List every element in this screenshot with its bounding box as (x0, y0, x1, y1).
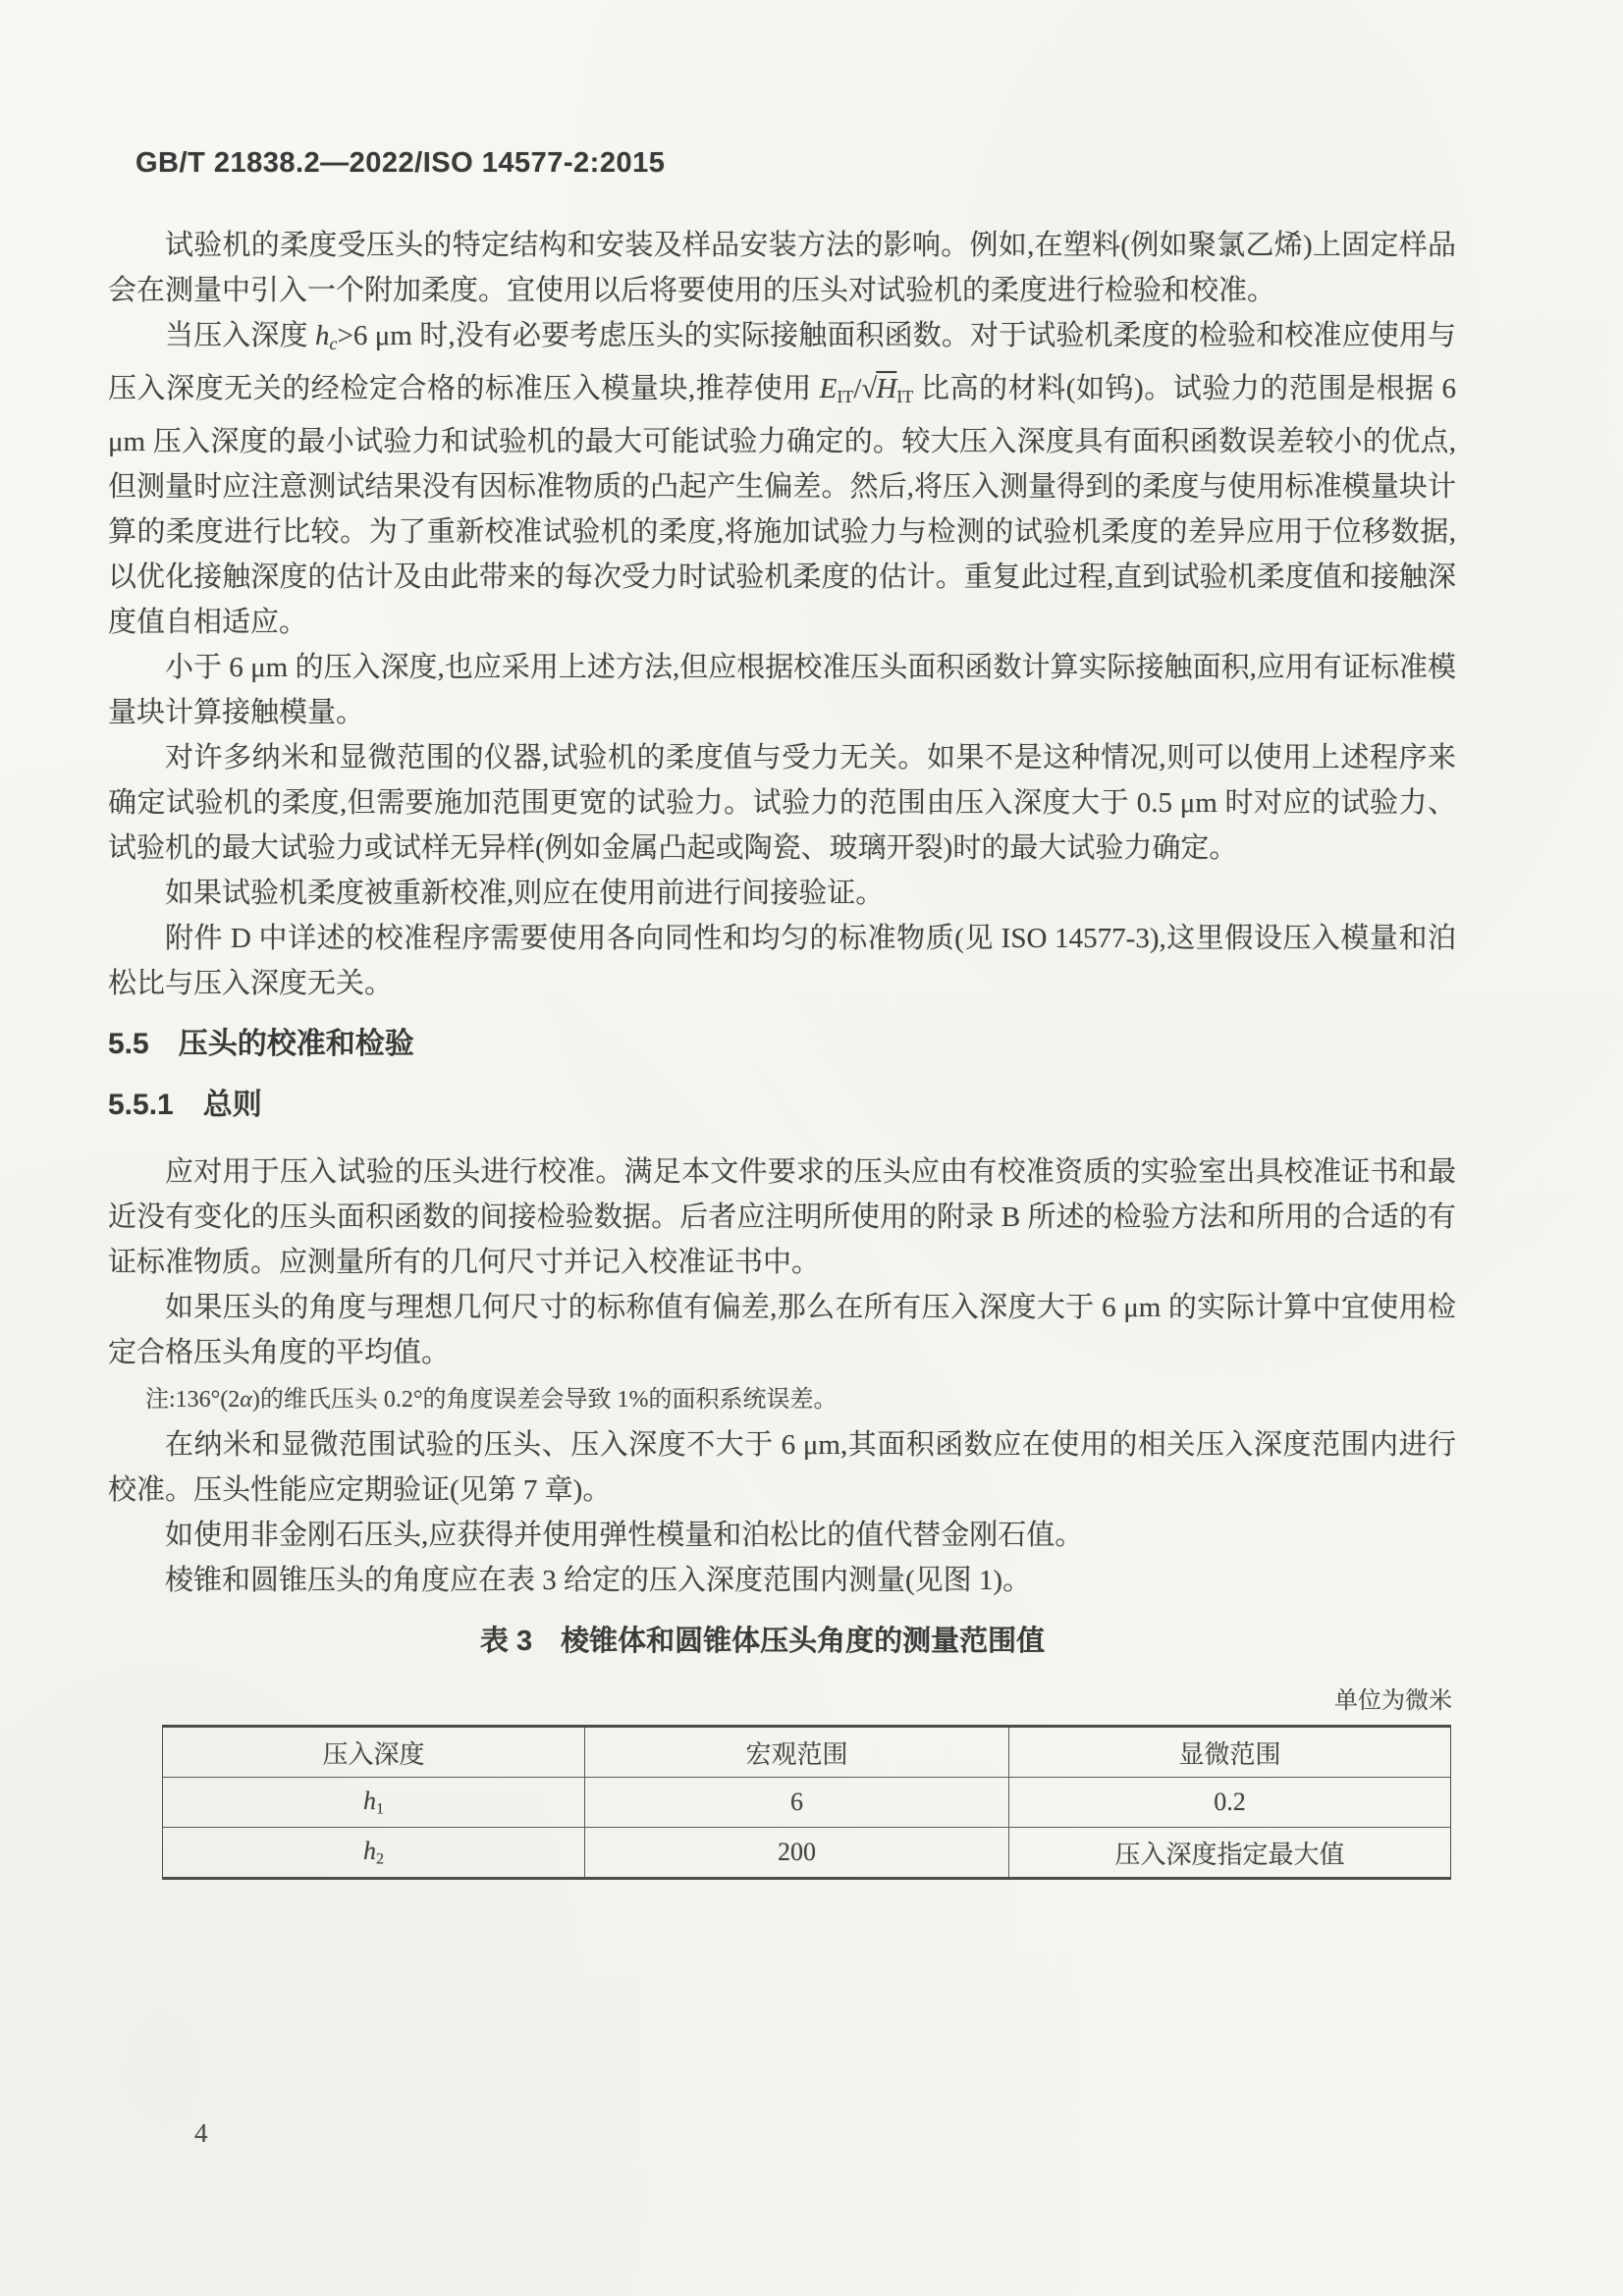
text-segment: 对许多纳米和显微范围的仪器,试验机的柔度值与受力无关。如果不是这种情况,则可以使用上述程序来确定试验机的柔度,但需要施加范围更宽的试验力。试验力的范围由压入深度大于 0.5 μm 时对应的试验力、试验机的最大试验力或试样无异样(例如金属凸起或陶瓷、玻璃开裂)时的最大试验力确定。 (108, 742, 1456, 865)
text-segment: h (362, 1786, 376, 1815)
paragraph-recalibration-verification (108, 871, 1456, 916)
text-segment: 棱锥和圆锥压头的角度应在表 3 给定的压入深度范围内测量(见图 1)。 (165, 1565, 1032, 1597)
cell-h1-macro: 6 (585, 1778, 1009, 1828)
text-segment: 附件 D 中详述的校准程序需要使用各向同性和均匀的标准物质(见 ISO 14577-3),这里假设压入模量和泊松比与压入深度无关。 (108, 923, 1456, 1000)
table-3-caption: 表 3 棱锥体和圆锥体压头角度的测量范围值 (479, 1626, 1046, 1658)
table-row-h1 (163, 1778, 1451, 1828)
text-segment: 如使用非金刚石压头,应获得并使用弹性模量和泊松比的值代替金刚石值。 (165, 1520, 1084, 1552)
cell-h1-micro: 0.2 (1009, 1778, 1451, 1828)
paragraph-depth-less-6um (108, 645, 1456, 735)
text-segment: 当压入深度 (165, 320, 316, 351)
table-header-micro-range: 显微范围 (1009, 1727, 1451, 1778)
paragraph-nano-micro-instruments (108, 735, 1456, 871)
text-segment: 如果试验机柔度被重新校准,则应在使用前进行间接验证。 (165, 878, 885, 910)
standard-number-header: GB/T 21838.2—2022/ISO 14577-2:2015 (135, 147, 666, 179)
text-segment: IT (896, 387, 914, 407)
section-heading-5-5: 5.5 压头的校准和检验 (108, 1028, 414, 1061)
text-segment: )的维氏压头 0.2°的角度误差会导致 1%的面积系统误差。 (251, 1387, 838, 1414)
text-segment: 2 (375, 1850, 385, 1868)
text-segment: H (876, 373, 897, 405)
text-segment: √ (861, 373, 877, 405)
cell-h2-label (163, 1828, 585, 1879)
text-segment: 应对用于压入试验的压头进行校准。满足本文件要求的压头应由有校准资质的实验室出具校准证书和最近没有变化的压头面积函数的间接检验数据。后者应注明所使用的附录 B 所述的检验方法和所用的合适的有证标准物质。应测量所有的几何尺寸并记入校准证书中。 (108, 1156, 1456, 1279)
cell-h2-micro: 压入深度指定最大值 (1009, 1828, 1451, 1879)
text-segment: h (315, 320, 330, 351)
text-segment: E (819, 373, 838, 405)
text-segment: 小于 6 μm 的压入深度,也应采用上述方法,但应根据校准压头面积函数计算实际接触面积,应用有证标准模量块计算接触模量。 (108, 652, 1456, 729)
section-heading-5-5-1: 5.5.1 总则 (108, 1089, 262, 1122)
text-segment: IT (837, 387, 854, 407)
table-row-h2 (163, 1828, 1451, 1879)
paragraph-non-diamond-indenter (108, 1513, 1456, 1558)
text-segment: h (362, 1836, 376, 1865)
text-segment: c (329, 334, 338, 354)
text-segment: α (240, 1387, 252, 1414)
text-segment: 注:136°(2 (145, 1387, 241, 1414)
cell-h1-label (163, 1778, 585, 1828)
paragraph-pyramid-cone-angle (108, 1558, 1456, 1603)
note-vickers-angle-error (108, 1377, 1456, 1422)
paragraph-machine-compliance (108, 223, 1456, 313)
text-segment: 在纳米和显微范围试验的压头、压入深度不大于 6 μm,其面积函数应在使用的相关压入深度范围内进行校准。压头性能应定期验证(见第 7 章)。 (108, 1429, 1456, 1507)
table-3 (162, 1725, 1451, 1880)
text-segment: 如果压头的角度与理想几何尺寸的标称值有偏差,那么在所有压入深度大于 6 μm 的实际计算中宜使用检定合格压头角度的平均值。 (108, 1292, 1456, 1369)
paragraph-indenter-calibration (108, 1149, 1456, 1285)
table-3-unit-note: 单位为微米 (1334, 1688, 1452, 1715)
paragraph-angle-deviation (108, 1285, 1456, 1375)
text-segment: 比高的材料(如钨)。试验力的范围是根据 6 μm 压入深度的最小试验力和试验机的最大可能试验力确定的。较大压入深度具有面积函数误差较小的优点,但测量时应注意测试结果没有因标准物质的凸起产生偏差。然后,将压入测量得到的柔度与使用标准模量块计算的柔度进行比较。为了重新校准试验机的柔度,将施加试验力与检测的试验机柔度的差异应用于位移数据,以优化接触深度的估计及由此带来的每次受力时试验机柔度的估计。重复此过程,直到试验机柔度值和接触深度值自相适应。 (108, 373, 1456, 639)
table-header-macro-range: 宏观范围 (585, 1727, 1009, 1778)
table-header-row (163, 1727, 1451, 1778)
text-segment: / (853, 373, 862, 405)
text-segment: 试验机的柔度受压头的特定结构和安装及样品安装方法的影响。例如,在塑料(例如聚氯乙烯)上固定样品会在测量中引入一个附加柔度。宜使用以后将要使用的压头对试验机的柔度进行检验和校准。 (108, 230, 1456, 306)
table-header-indentation-depth: 压入深度 (163, 1727, 585, 1778)
text-segment: >6 μm 时,没有必要考虑压头的实际接触面积函数。对于试验机柔度的检验和校准应使用与压入深度无关的经检定合格的标准压入模量块,推荐使用 (108, 320, 1456, 405)
text-segment: 1 (375, 1800, 385, 1818)
paragraph-depth-greater-6um (108, 313, 1456, 645)
page-number: 4 (194, 2118, 208, 2148)
paragraph-annex-d (108, 916, 1456, 1006)
cell-h2-macro: 200 (585, 1828, 1009, 1879)
paragraph-area-function-calibration (108, 1422, 1456, 1513)
